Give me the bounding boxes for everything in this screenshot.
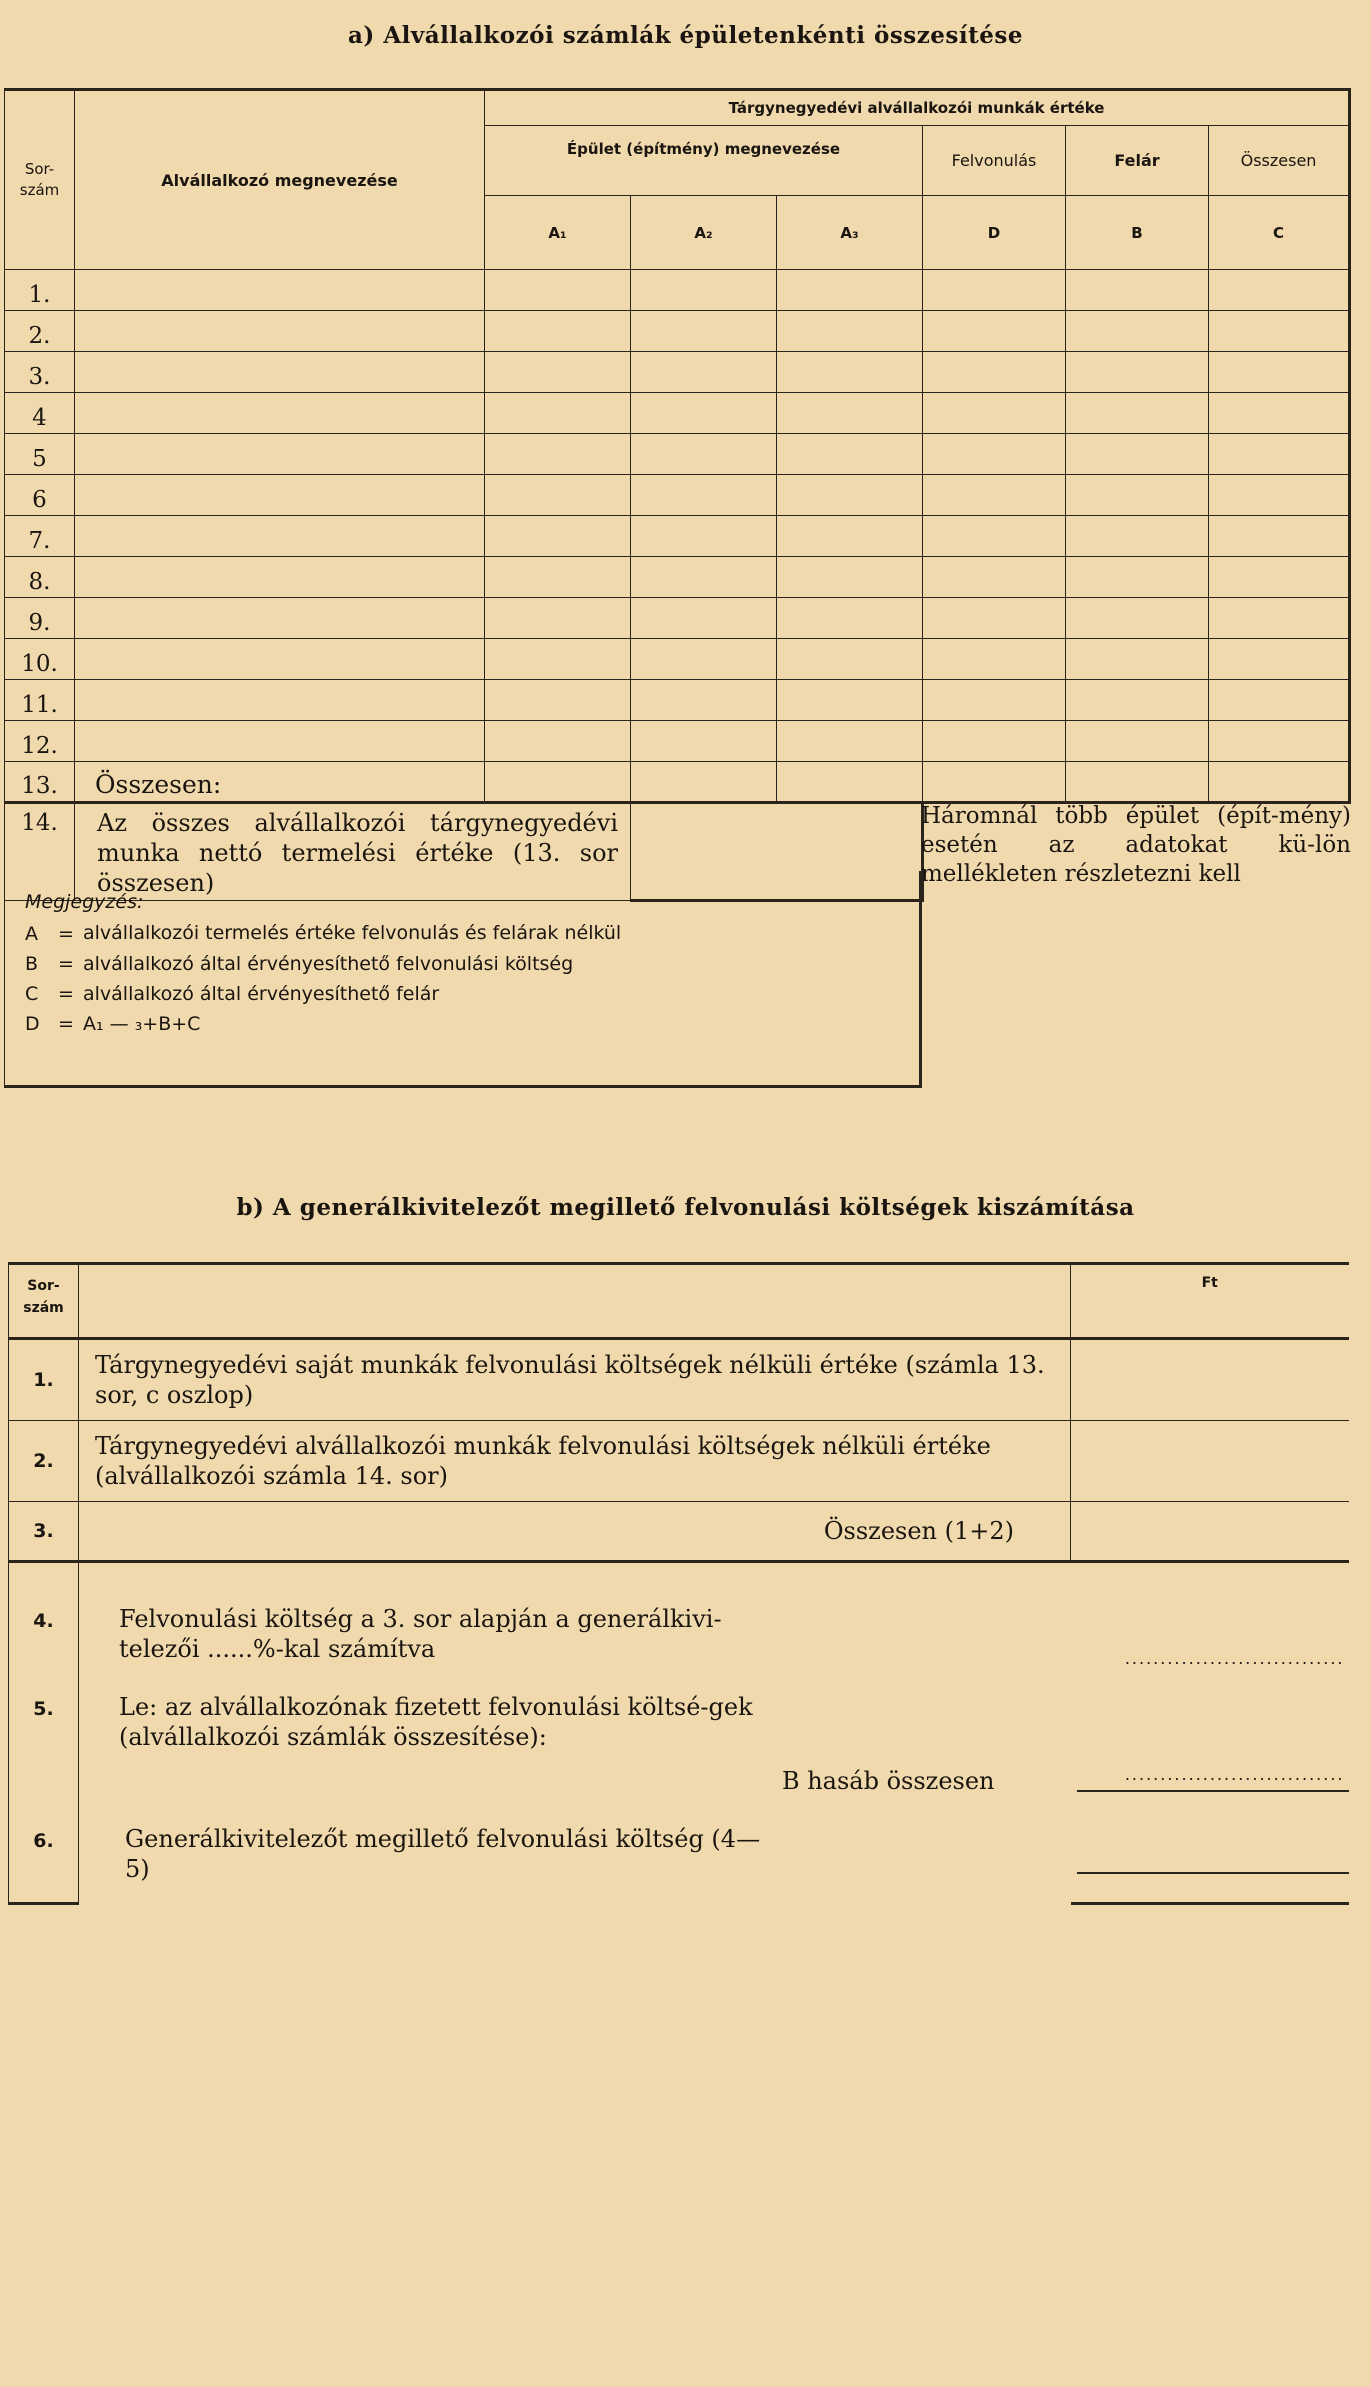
value-cell[interactable] [777,311,923,352]
row-text: Le: az alvállalkozónak fizetett felvonulási költsé-gek (alvállalkozói számlák összesítése): [119,1692,753,1751]
value-cell[interactable] [1066,639,1209,680]
note-text: A₁ — ₃+B+C [83,1013,201,1035]
value-cell[interactable] [1209,434,1350,475]
row-number: 3. [9,1502,79,1562]
note-key: C [25,983,39,1005]
a1-header: A₁ [485,196,631,270]
value-cell[interactable] [777,762,923,803]
value-cell[interactable] [1209,516,1350,557]
value-cell[interactable] [1066,680,1209,721]
name-cell[interactable] [75,393,485,434]
value-cell[interactable] [1066,721,1209,762]
value-cell[interactable] [485,516,631,557]
value-cell[interactable] [923,311,1066,352]
note-item: C = alvállalkozó által érvényesíthető felár [25,979,899,1009]
value-cell[interactable] [631,475,777,516]
note-text: alvállalkozói termelés értéke felvonulás és felárak nélkül [83,922,622,944]
value-cell[interactable] [923,598,1066,639]
felar-header: Felár [1066,126,1209,196]
value-cell[interactable] [923,434,1066,475]
value-cell[interactable] [1066,434,1209,475]
value-cell[interactable] [485,598,631,639]
value-cell[interactable] [777,352,923,393]
row-text: Generálkivitelezőt megillető felvonulási költség (4—5) [125,1824,761,1883]
value-cell[interactable] [1209,598,1350,639]
row-text: Összesen (1+2) [79,1502,1071,1562]
table-row [9,1806,1349,1904]
note-key: B [25,953,39,975]
row-number: 2. [9,1421,79,1502]
name-cell[interactable] [75,434,485,475]
value-cell[interactable] [777,393,923,434]
value-cell[interactable] [1071,1421,1349,1502]
value-cell[interactable] [631,762,777,803]
value-cell[interactable] [923,680,1066,721]
value-cell[interactable] [1066,393,1209,434]
table-row [9,1421,1349,1502]
value-cell[interactable] [1071,1502,1349,1562]
value-cell[interactable] [631,680,777,721]
value-cell[interactable] [631,393,777,434]
value-cell[interactable] [1209,721,1350,762]
row-number: 5. [9,1678,79,1806]
section-b-title: b) A generálkivitelezőt megillető felvonulási költségek kiszámítása [236,1194,1135,1221]
name-header: Alvállalkozó megnevezése [75,90,485,270]
value-cell[interactable] [1066,311,1209,352]
name-cell[interactable] [75,311,485,352]
row-number: 8. [5,557,75,598]
note-item: A = alvállalkozói termelés értéke felvonulás és felárak nélkül [25,919,899,949]
row-number: 2. [5,311,75,352]
value-cell[interactable] [631,516,777,557]
value-cell[interactable] [923,352,1066,393]
felvonulas-header: Felvonulás [923,126,1066,196]
name-cell[interactable] [75,721,485,762]
row-number: 13. [5,762,75,803]
d-header: D [923,196,1066,270]
value-cell[interactable] [777,598,923,639]
value-cell[interactable] [1066,516,1209,557]
name-cell[interactable] [75,680,485,721]
value-cell[interactable] [777,639,923,680]
row-number: 3. [5,352,75,393]
value-cell[interactable] [485,434,631,475]
building-header: Épület (építmény) megnevezése [485,126,923,196]
subcontractor-invoice-table [4,88,1351,902]
value-cell[interactable] [923,557,1066,598]
row-number: 6. [9,1806,79,1904]
name-cell[interactable] [75,598,485,639]
value-cell[interactable] [485,680,631,721]
table-row [5,680,1350,721]
row-number: 1. [5,270,75,311]
osszesen-header: Összesen [1209,126,1350,196]
value-cell[interactable] [1209,557,1350,598]
value-cell[interactable] [1066,598,1209,639]
row-number: 6 [5,475,75,516]
table-row [5,598,1350,639]
value-cell[interactable] [923,639,1066,680]
table-row [5,557,1350,598]
note-text: alvállalkozó által érvényesíthető felár [83,983,440,1005]
table-row [5,393,1350,434]
row-number: 5 [5,434,75,475]
value-cell[interactable] [923,721,1066,762]
note-key: D [25,1013,40,1035]
value-cell[interactable] [777,475,923,516]
value-cell[interactable] [1209,475,1350,516]
value-cell[interactable] [923,393,1066,434]
table-row [5,270,1350,311]
c-header: C [1209,196,1350,270]
value-cell[interactable] [923,475,1066,516]
value-cell[interactable] [777,557,923,598]
value-cell[interactable] [485,721,631,762]
value-cell[interactable] [1209,311,1350,352]
name-cell[interactable] [75,557,485,598]
note-key: A [25,923,38,945]
value-cell[interactable] [631,434,777,475]
underline-rule[interactable] [1077,1872,1349,1874]
value-cell[interactable] [485,270,631,311]
value-cell[interactable] [777,516,923,557]
value-cell[interactable] [485,352,631,393]
value-cell[interactable] [777,680,923,721]
group-header: Tárgynegyedévi alvállalkozói munkák értéke [485,90,1350,126]
row-number: 4 [5,393,75,434]
dotted-value-line[interactable]: ............................... [1124,1648,1345,1668]
description-header [79,1264,1071,1339]
table-row [5,516,1350,557]
value-cell[interactable] [631,721,777,762]
value-cell[interactable] [777,721,923,762]
a2-header: A₂ [631,196,777,270]
a3-header: A₃ [777,196,923,270]
underline-rule [1077,1790,1349,1792]
value-cell[interactable] [631,311,777,352]
value-cell[interactable] [485,311,631,352]
name-cell[interactable] [75,516,485,557]
notes-box [4,871,922,1088]
name-cell[interactable] [75,352,485,393]
value-cell[interactable] [1066,475,1209,516]
value-cell[interactable] [777,434,923,475]
table-row [5,475,1350,516]
note-text: alvállalkozó által érvényesíthető felvonulási költség [83,953,574,975]
value-cell[interactable] [1066,557,1209,598]
table-row [9,1339,1349,1421]
sorszam-header: Sor- szám [5,90,75,270]
table-row [5,352,1350,393]
row-number: 12. [5,721,75,762]
row-text: Tárgynegyedévi saját munkák felvonulási költségek nélküli értéke (számla 13. sor, c oszlop) [79,1339,1071,1421]
value-cell[interactable] [631,598,777,639]
value-cell[interactable] [485,475,631,516]
note-item: D = A₁ — ₃+B+C [25,1009,899,1039]
row-number: 11. [5,680,75,721]
name-cell[interactable] [75,270,485,311]
row-number: 7. [5,516,75,557]
row-text: Felvonulási költség a 3. sor alapján a generálkivi-telezői ......%-kal számítva [119,1604,722,1663]
value-cell[interactable] [631,270,777,311]
value-cell[interactable] [1209,680,1350,721]
value-cell[interactable] [485,639,631,680]
row-subtext: B hasáb összesen [781,1766,995,1795]
notes-title: Megjegyzés: [25,891,144,913]
value-cell[interactable] [1209,762,1350,803]
table-row [9,1502,1349,1562]
row-number: 14. [5,803,75,901]
sorszam-header: Sor- szám [9,1264,79,1339]
section-a-title: a) Alvállalkozói számlák épületenkénti összesítése [348,22,1023,49]
row-number: 1. [9,1339,79,1421]
row-number: 9. [5,598,75,639]
table-row [5,434,1350,475]
net-value-label: Az összes alvállalkozói tárgynegyedévi munka nettó termelési értéke (13. sor összesen) [75,803,631,901]
value-cell[interactable] [631,639,777,680]
ft-header: Ft [1071,1264,1349,1339]
side-note: Háromnál több épület (épít-mény) esetén az adatokat kü-lön mellékleten részletezni kell [921,803,1351,887]
name-cell[interactable] [75,475,485,516]
value-cell[interactable] [631,557,777,598]
value-cell[interactable] [1209,393,1350,434]
value-cell[interactable] [1071,1339,1349,1421]
b-header: B [1066,196,1209,270]
value-cell[interactable] [485,557,631,598]
value-cell[interactable] [1209,352,1350,393]
value-cell[interactable] [923,270,1066,311]
table-row [9,1584,1349,1678]
value-cell[interactable] [923,516,1066,557]
value-cell[interactable] [777,270,923,311]
table-row [9,1678,1349,1806]
dotted-value-line[interactable]: ............................... [1124,1764,1345,1784]
mobilization-cost-table-wrap [8,1262,1348,2387]
value-cell[interactable] [1066,352,1209,393]
total-row [5,762,1350,803]
value-cell[interactable] [923,762,1066,803]
value-cell[interactable] [631,352,777,393]
row-number: 4. [9,1584,79,1678]
total-label: Összesen: [75,762,485,803]
row-text: Tárgynegyedévi alvállalkozói munkák felvonulási költségek nélküli értéke (alvállalkozói számla 14. sor) [79,1421,1071,1502]
value-cell[interactable] [1209,270,1350,311]
row-number: 10. [5,639,75,680]
value-cell[interactable] [1209,639,1350,680]
mobilization-cost-table [8,1262,1349,1905]
value-cell[interactable] [1066,762,1209,803]
note-item: B = alvállalkozó által érvényesíthető felvonulási költség [25,949,899,979]
value-cell[interactable] [485,393,631,434]
value-cell[interactable] [1066,270,1209,311]
table-row [5,721,1350,762]
value-cell[interactable] [485,762,631,803]
table-row [5,311,1350,352]
table-row [5,639,1350,680]
name-cell[interactable] [75,639,485,680]
